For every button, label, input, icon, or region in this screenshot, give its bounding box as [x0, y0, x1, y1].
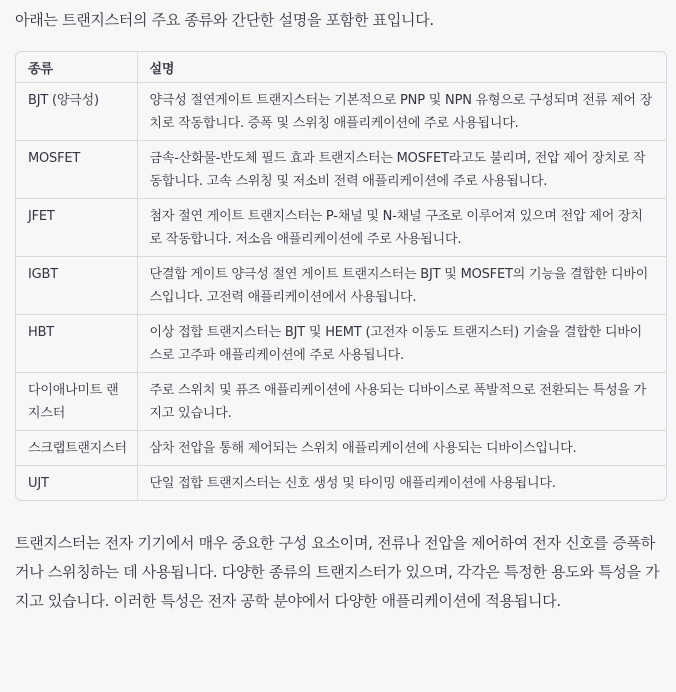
transistor-type: MOSFET: [16, 141, 137, 199]
transistor-table: [15, 51, 667, 501]
intro-text: 아래는 트랜지스터의 주요 종류와 간단한 설명을 포함한 표입니다.: [15, 11, 434, 29]
transistor-type: UJT: [16, 466, 137, 501]
transistor-description: 금속-산화물-반도체 필드 효과 트랜지스터는 MOSFET라고도 불리며, 전압 제어 장치로 작동합니다. 고속 스위칭 및 저소비 전력 애플리케이션에 주로 사용됩니다.: [137, 141, 666, 199]
transistor-description: 이상 접합 트랜지스터는 BJT 및 HEMT (고전자 이동도 트랜지스터) 기술을 결합한 디바이스로 고주파 애플리케이션에 주로 사용됩니다.: [137, 315, 666, 373]
transistor-description: 주로 스위치 및 퓨즈 애플리케이션에 사용되는 디바이스로 폭발적으로 전환되는 특성을 가지고 있습니다.: [137, 373, 666, 431]
table-row: [16, 199, 666, 257]
transistor-type: 다이애나미트 랜지스터: [16, 373, 137, 431]
transistor-description: 단결합 게이트 양극성 절연 게이트 트랜지스터는 BJT 및 MOSFET의 기능을 결합한 디바이스입니다. 고전력 애플리케이션에서 사용됩니다.: [137, 257, 666, 315]
transistor-type: IGBT: [16, 257, 137, 315]
table-row: [16, 315, 666, 373]
transistor-type: BJT (양극성): [16, 83, 137, 141]
table-row: [16, 141, 666, 199]
transistor-description: 단일 접합 트랜지스터는 신호 생성 및 타이밍 애플리케이션에 사용됩니다.: [149, 476, 556, 491]
table-row: [16, 373, 666, 431]
transistor-description: 첨자 절연 게이트 트랜지스터는 P-채널 및 N-채널 구조로 이루어져 있으며 전압 제어 장치로 작동합니다. 저소음 애플리케이션에 주로 사용됩니다.: [137, 199, 666, 257]
transistor-type: HBT: [16, 315, 137, 373]
table-row: [16, 431, 666, 466]
transistor-type: JFET: [16, 199, 137, 257]
table-row: [16, 257, 666, 315]
table-row: [16, 83, 666, 141]
table-row: [16, 466, 666, 501]
summary-text: 트랜지스터는 전자 기기에서 매우 중요한 구성 요소이며, 전류나 전압을 제어하여 전자 신호를 증폭하거나 스위칭하는 데 사용됩니다. 다양한 종류의 트랜지스터가 있으며, 각각은 특정한 용도와 특성을 가지고 있습니다. 이러한 특성은 전자 공학 분야에서 다양한 애플리케이션에 적용됩니다.: [15, 534, 660, 610]
table-header-row: [16, 52, 666, 83]
transistor-type: 스크랩트랜지스터: [16, 431, 137, 466]
transistor-description: 삼차 전압을 통해 제어되는 스위치 애플리케이션에 사용되는 디바이스입니다.: [137, 431, 666, 466]
header-description: 설명: [137, 52, 666, 83]
header-type: 종류: [16, 52, 137, 83]
transistor-description: 양극성 절연게이트 트랜지스터는 기본적으로 PNP 및 NPN 유형으로 구성되며 전류 제어 장치로 작동합니다. 증폭 및 스위칭 애플리케이션에 주로 사용됩니다.: [137, 83, 666, 141]
